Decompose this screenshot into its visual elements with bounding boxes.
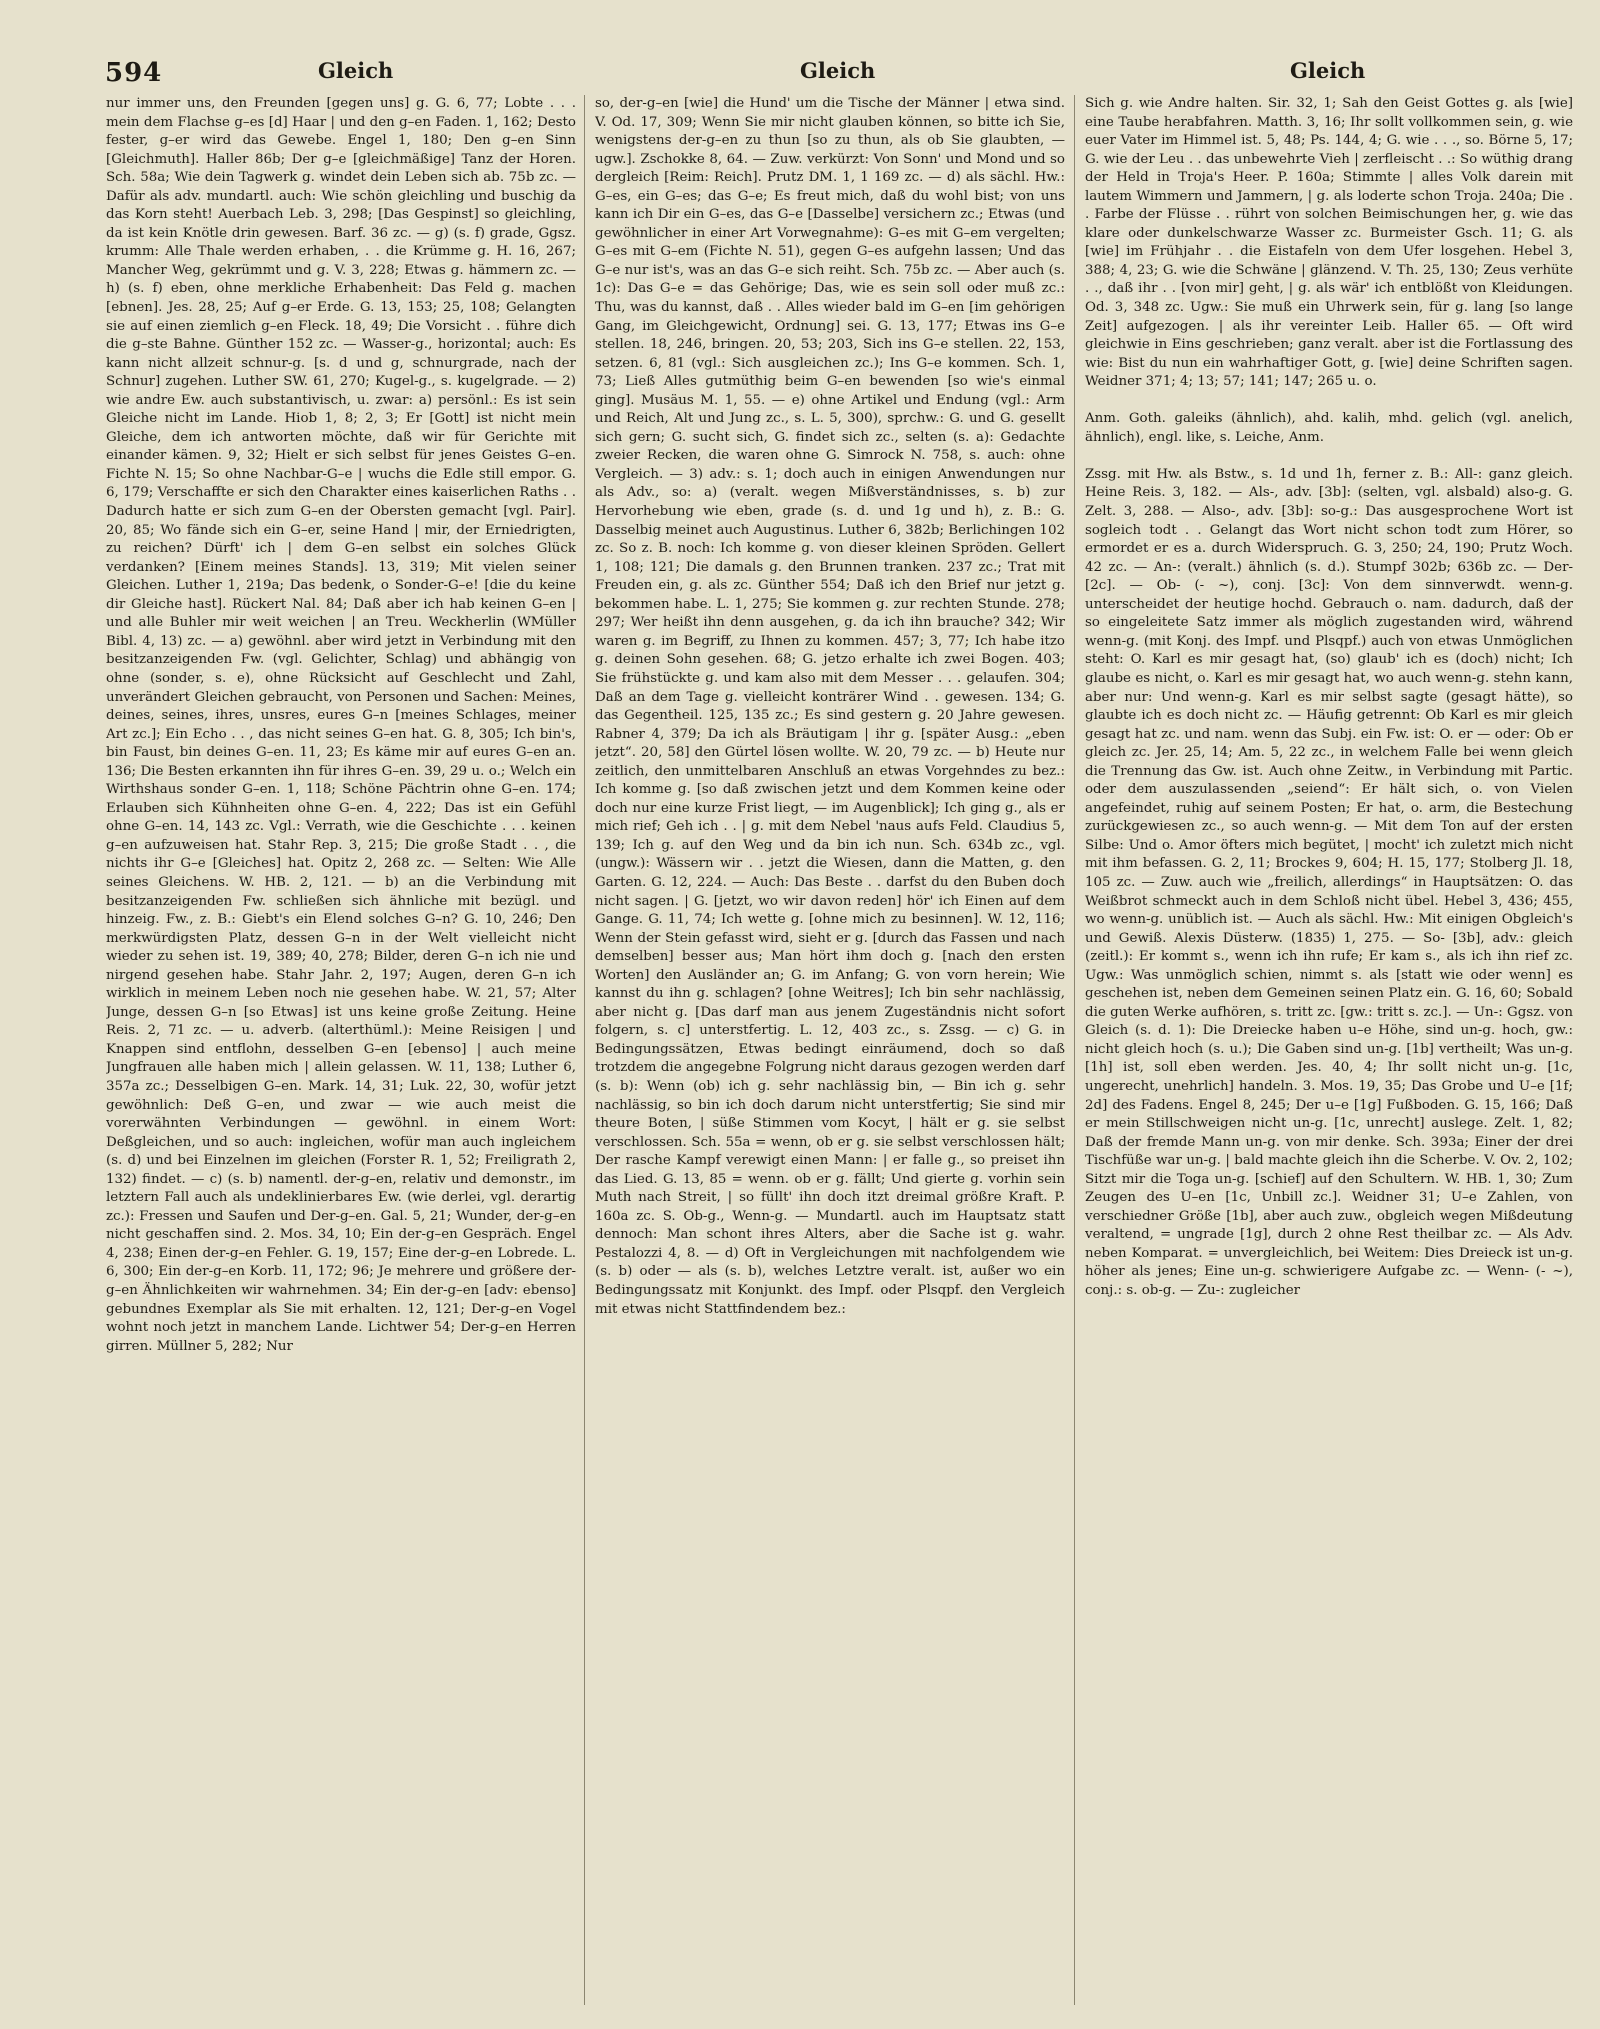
page-number: 594 [105, 58, 163, 88]
text-column-left [106, 95, 576, 2010]
text-column-right [1085, 95, 1573, 2010]
running-head-center: Gleich [800, 58, 876, 83]
column-text: so, der-g–en [wie] die Hund' um die Tische der Männer | etwa sind. V. Od. 17, 309; Wenn Sie mir nicht glauben können, so bitte ich Sie, wenigstens der-g–en zu thun [so zu thun, als ob Sie glaubten, — ugw.]. Zschokke 8, 64. — Zuw. verkürzt: Von Sonn' und Mond und so dergleich [Reim: Reich]. Prutz DM. 1, 1 169 zc. — d) als sächl. Hw.: G–es, ein G–es; das G–e; Es freut mich, daß du wohl bist; von uns kann ich Dir ein G–es, das G–e [Dasselbe] versichern zc.; Etwas (und gewöhnlicher in einer Art Vorwegnahme): G–es mit G–em vergelten; G–es mit G–em (Fichte N. 51), gegen G–es aufgehn lassen; Und das G–e nur ist's, was an das G–e sich reiht. Sch. 75b zc. — Aber auch (s. 1c): Das G–e = das Gehörige; Das, wie es sein soll oder muß zc.: Thu, was du kannst, daß . . Alles wieder bald im G–en [im gehörigen Gang, im Gleichgewicht, Ordnung] sei. G. 13, 177; Etwas ins G–e stellen. 18, 246, bringen. 20, 53; 203, Sich ins G–e stellen. 22, 153, setzen. 6, 81 (vgl.: Sich ausgleichen zc.); Ins G–e kommen. Sch. 1, 73; Ließ Alles gutmüthig beim G–en bewenden [so wie's einmal ging]. Musäus M. 1, 55. — e) ohne Artikel und Endung (vgl.: Arm und Reich, Alt und Jung zc., s. L. 5, 300), sprchw.: G. und G. gesellt sich gern; G. sucht sich, G. findet sich zc., selten (s. a): Gedachte zweier Recken, die waren ohne G. Simrock N. 758, s. auch: ohne Vergleich. — 3) adv.: s. 1; doch auch in einigen Anwendungen nur als Adv., so: a) (veralt. wegen Mißverständnisses, s. b) zur Hervorhebung wie eben, grade (s. d. und 1g und h), z. B.: G. Dasselbig meinet auch Augustinus. Luther 6, 382b; Berlichingen 102 zc. So z. B. noch: Ich komme g. von dieser kleinen Spröden. Gellert 1, 108; 121; Die damals g. den Brunnen tranken. 237 zc.; Trat mit Freuden ein, g. als zc. Günther 554; Daß ich den Brief nur jetzt g. bekommen habe. L. 1, 275; Sie kommen g. zur rechten Stunde. 278; 297; Wer heißt ihn denn ausgehen, g. da ich ihn brauche? 342; Wir waren g. im Begriff, zu Ihnen zu kommen. 457; 3, 77; Ich habe itzo g. deinen Sohn gesehen. 68; G. jetzo erhalte ich zwei Bogen. 403; Sie frühstückte g. und kam also mit dem Messer . . . gelaufen. 304; Daß an dem Tage g. vielleicht konträrer Wind . . gewesen. 134; G. das Gegentheil. 125, 135 zc.; Es sind gestern g. 20 Jahre gewesen. Rabner 4, 379; Da ich als Bräutigam | ihr g. [später Ausg.: „eben jetzt“. 20, 58] den Gürtel lösen wollte. W. 20, 79 zc. — b) Heute nur zeitlich, den unmittelbaren Anschluß an etwas Vorgehndes zu bez.: Ich komme g. [so daß zwischen jetzt und dem Kommen keine oder doch nur eine kurze Frist liegt, — im Augenblick]; Ich ging g., als er mich rief; Geh ich . . | g. mit dem Nebel 'naus aufs Feld. Claudius 5, 139; Ich g. auf den Weg und da bin ich nun. Sch. 634b zc., vgl. (ungw.): Wässern wir . . jetzt die Wiesen, dann die Matten, g. den Garten. G. 12, 224. — Auch: Das Beste . . darfst du den Buben doch nicht sagen. | G. [jetzt, wo wir davon reden] hör' ich Einen auf dem Gange. G. 11, 74; Ich wette g. [ohne mich zu besinnen]. W. 12, 116; Wenn der Stein gefasst wird, sieht er g. [durch das Fassen und nach demselben] besser aus; Man hört ihm doch g. [nach den ersten Worten] den Ausländer an; G. im Anfang; G. von vorn herein; Wie kannst du ihn g. schlagen? [ohne Weitres]; Ich bin sehr nachlässig, aber nicht g. [Das darf man aus jenem Zugeständnis nicht sofort folgern, s. c] unterstfertig. L. 12, 403 zc., s. Zssg. — c) G. in Bedingungssätzen, Etwas bedingt einräumend, doch so daß trotzdem die angegebne Folgrung nicht daraus gezogen werden darf (s. b): Wenn (ob) ich g. sehr nachlässig bin, — Bin ich g. sehr nachlässig, so bin ich doch darum nicht unterstfertig; Sie sind mir theure Boten, | süße Stimmen vom Kocyt, | hält er g. sie selbst verschlossen. Sch. 55a = wenn, ob er g. sie selbst verschlossen hält; Der rasche Kampf verewigt einen Mann: | er falle g., so preiset ihn das Lied. G. 13, 85 = wenn. ob er g. fällt; Und gierte g. vorhin sein Muth nach Streit, | so füllt' ihn doch itzt dreimal größre Kraft. P. 160a zc. S. Ob-g., Wenn-g. — Mundartl. auch im Hauptsatz statt dennoch: Man schont ihres Alters, aber die Sache ist g. wahr. Pestalozzi 4, 8. — d) Oft in Vergleichungen mit nachfolgendem wie (s. b) oder — als (s. b), welches Letztre veralt. ist, außer wo ein Bedingungssatz mit Konjunkt. des Impf. oder Plsqpf. den Vergleich mit etwas nicht Stattfindendem bez.: [595, 96, 1065, 1317]
running-head-right: Gleich [1290, 58, 1366, 83]
text-column-middle [595, 95, 1065, 2010]
column-divider [584, 95, 585, 2005]
column-text: Sich g. wie Andre halten. Sir. 32, 1; Sah den Geist Gottes g. als [wie] eine Taube herabfahren. Matth. 3, 16; Ihr sollt vollkommen sein, g. wie euer Vater im Himmel ist. 5, 48; Ps. 144, 4; G. wie . . ., so. Börne 5, 17; G. wie der Leu . . das unbewehrte Vieh | zerfleischt . .: So wüthig drang der Held in Troja's Heer. P. 160a; Stimmte | alles Volk darein mit lautem Wimmern und Jammern, | g. als loderte schon Troja. 240a; Die . . Farbe der Flüsse . . rührt von solchen Beimischungen her, g. wie das klare oder dunkelschwarze Wasser zc. Burmeister Gsch. 11; G. als [wie] im Frühjahr . . die Eistafeln von dem Ufer losgehen. Hebel 3, 388; 4, 23; G. wie die Schwäne | glänzend. V. Th. 25, 130; Zeus verhüte . ., daß ihr . . [von mir] geht, | g. als wär' ich entblößt von Kleidungen. Od. 3, 348 zc. Ugw.: Sie muß ein Uhrwerk sein, für g. lang [so lange Zeit] aufgezogen. | als ihr vereinter Leib. Haller 65. — Oft wird gleichwie in Eins geschrieben; ganz veralt. aber ist die Fortlassung des wie: Bist du nun ein wahrhaftiger Gott, g. [wie] deine Schriften sagen. Weidner 371; 4; 13; 57; 141; 147; 265 u. o. Anm. Goth. galeiks (ähnlich), ahd. kalih, mhd. gelich (vgl. anelich, ähnlich), engl. like, s. Leiche, Anm. Zssg. mit Hw. als Bstw., s. 1d und 1h, ferner z. B.: All-: ganz gleich. Heine Reis. 3, 182. — Als-, adv. [3b]: (selten, vgl. alsbald) also-g. G. Zelt. 3, 288. — Also-, adv. [3b]: so-g.: Das ausgesprochene Wort ist sogleich todt . . Gelangt das Wort nicht schon todt zum Hörer, so ermordet er es a. durch Widerspruch. G. 3, 250; 24, 190; Prutz Woch. 42 zc. — An-: (veralt.) ähnlich (s. d.). Stumpf 302b; 636b zc. — Der-[2c]. — Ob- (- ~), conj. [3c]: Von dem sinnverwdt. wenn-g. unterscheidet der heutige hochd. Gebrauch o. nam. dadurch, daß der so eingeleitete Satz immer als möglich zugestanden wird, während wenn-g. (mit Konj. des Impf. und Plsqpf.) auch von etwas Unmöglichen steht: O. Karl es mir gesagt hat, (so) glaub' ich es (doch) nicht; Ich glaube es nicht, o. Karl es mir gesagt hat, wo auch wenn-g. stehn kann, aber nur: Und wenn-g. Karl es mir selbst sagte (gesagt hätte), so glaubte ich es doch nicht zc. — Häufig getrennt: Ob Karl es mir gleich gesagt hat zc. und nam. wenn das Subj. ein Fw. ist: O. er — oder: Ob er gleich zc. Jer. 25, 14; Am. 5, 22 zc., in welchem Falle bei wenn gleich die Trennung das Gw. ist. Auch ohne Zeitw., in Verbindung mit Partic. oder dem auszulassenden „seiend“: Er hält sich, o. von Vielen angefeindet, ruhig auf seinem Posten; Er hat, o. arm, die Bestechung zurückgewiesen zc., so auch wenn-g. — Mit dem Ton auf der ersten Silbe: Und o. Amor öfters mich begütet, | mocht' ich zuletzt mich nicht mit ihm befassen. G. 2, 11; Brockes 9, 604; H. 15, 177; Stolberg Jl. 18, 105 zc. — Zuw. auch wie „freilich, allerdings“ in Hauptsätzen: O. das Weißbrot schmeckt auch in dem Schloß nicht übel. Hebel 3, 436; 455, wo wenn-g. unüblich ist. — Auch als sächl. Hw.: Mit einigen Obgleich's und Gewiß. Alexis Düsterw. (1835) 1, 275. — So- [3b], adv.: gleich (zeitl.): Er kommt s., wenn ich ihn rufe; Er kam s., als ich ihn rief zc. Ugw.: Was unmöglich schien, nimmt s. als [statt wie oder wenn] es geschehen ist, neben dem Gemeinen seinen Platz ein. G. 16, 60; Sobald die guten Werke aufhören, s. tritt zc. [gw.: tritt s. zc.]. — Un-: Ggsz. von Gleich (s. d. 1): Die Dreiecke haben u–e Höhe, sind un-g. hoch, gw.: nicht gleich hoch (s. u.); Die Gaben sind un-g. [1b] vertheilt; Was un-g. [1h] ist, soll eben werden. Jes. 40, 4; Ihr sollt nicht un-g. [1c, ungerecht, unehrlich] handeln. 3. Mos. 19, 35; Das Grobe und U–e [1f; 2d] des Fadens. Engel 8, 245; Der u–e [1g] Fußboden. G. 15, 166; Daß er mein Stillschweigen nicht un-g. [1c, unrecht] auslege. Zelt. 1, 82; Daß der fremde Mann un-g. von mir denke. Sch. 393a; Einer der drei Tischfüße war un-g. | bald machte gleich ihn die Scherbe. V. Ov. 2, 102; Sitzt mir die Toga un-g. [schief] auf den Schultern. W. HB. 1, 30; Zum Zeugen des U–en [1c, Unbill zc.]. Weidner 31; U–e Zahlen, von verschiedner Größe [1b], aber auch zuw., obgleich wegen Mißdeutung veraltend, = ungrade [1g], durch 2 ohne Rest theilbar zc. — Als Adv. neben Komparat. = unvergleichlich, bei Weitem: Dies Dreieck ist un-g. höher als jenes; Eine un-g. schwierigere Aufgabe zc. — Wenn- (- ~), conj.: s. ob-g. — Zu-: zugleicher [1085, 96, 1573, 1298]
column-text: nur immer uns, den Freunden [gegen uns] g. G. 6, 77; Lobte . . . mein dem Flachse g–es [d] Haar | und den g–en Faden. 1, 162; Desto fester, g–er wird das Gewebe. Engel 1, 180; Den g–en Sinn [Gleichmuth]. Haller 86b; Der g–e [gleichmäßige] Tanz der Horen. Sch. 58a; Wie dein Tagwerk g. windet dein Leben sich ab. 75b zc. — Dafür als adv. mundartl. auch: Wie schön gleichling und buschig da das Korn steht! Auerbach Leb. 3, 298; [Das Gespinst] so gleichling, da ist kein Knötle drin gewesen. Barf. 36 zc. — g) (s. f) grade, Ggsz. krumm: Alle Thale werden erhaben, . . die Krümme g. H. 16, 267; Mancher Weg, gekrümmt und g. V. 3, 228; Etwas g. hämmern zc. — h) (s. f) eben, ohne merkliche Erhabenheit: Das Feld g. machen [ebnen]. Jes. 28, 25; Auf g–er Erde. G. 13, 153; 25, 108; Gelangten sie auf einen ziemlich g–en Fleck. 18, 49; Die Vorsicht . . führe dich die g–ste Bahne. Günther 152 zc. — Wasser-g., horizontal; auch: Es kann nicht allzeit schnur-g. [s. d und g, schnurgrade, nach der Schnur] zugehen. Luther SW. 61, 270; Kugel-g., s. kugelgrade. — 2) wie andre Ew. auch substantivisch, u. zwar: a) persönl.: Es ist sein Gleiche nicht im Lande. Hiob 1, 8; 2, 3; Er [Gott] ist nicht mein Gleiche, dem ich antworten möchte, daß wir für Gerichte mit einander kämen. 9, 32; Hielt er sich selbst für jenes Geistes G–en. Fichte N. 15; So ohne Nachbar-G–e | wuchs die Edle still empor. G. 6, 179; Verschaffte er sich den Charakter eines kaiserlichen Raths . . Dadurch hatte er sich zum G–en der Obersten gemacht [vgl. Pair]. 20, 85; Wo fände sich ein G–er, seine Hand | mir, der Erniedrigten, zu reichen? Dürft' ich | dem G–en selbst ein solches Glück verdanken? [Einem meines Stands]. 13, 319; Mit vielen seiner Gleichen. Luther 1, 219a; Das bedenk, o Sonder-G–e! [die du keine dir Gleiche hast]. Rückert Nal. 84; Daß aber ich hab keinen G–en | und alle Buhler mir weit weichen | an Treu. Weckherlin (WMüller Bibl. 4, 13) zc. — a) gewöhnl. aber wird jetzt in Verbindung mit den besitzanzeigenden Fw. (vgl. Gelichter, Schlag) und abhängig von ohne (sonder, s. e), ohne Rücksicht auf Geschlecht und Zahl, unverändert Gleichen gebraucht, von Personen und Sachen: Meines, deines, seines, ihres, unsres, eures G–n [meines Schlages, meiner Art zc.]; Ein Echo . . , das nicht seines G–en hat. G. 8, 305; Ich bin's, bin Faust, bin deines G–en. 11, 23; Es käme mir auf eures G–en an. 136; Die Besten erkannten ihn für ihres G–en. 39, 29 u. o.; Welch ein Wirthshaus sonder G–en. 1, 118; Schöne Pächtrin ohne G–en. 174; Erlauben sich Kühnheiten ohne G–en. 4, 222; Das ist ein Gefühl ohne G–en. 14, 143 zc. Vgl.: Verrath, wie die Geschichte . . . keinen g–en aufzuweisen hat. Stahr Rep. 3, 215; Die große Stadt . . , die nichts ihr G–e [Gleiches] hat. Opitz 2, 268 zc. — Selten: Wie Alle seines Gleichens. W. HB. 2, 121. — b) an die Verbindung mit besitzanzeigenden Fw. schließen sich ähnliche mit bezügl. und hinzeig. Fw., z. B.: Giebt's ein Elend solches G–n? G. 10, 246; Den merkwürdigsten Platz, dessen G–n in der Welt vielleicht nicht wieder zu sehen ist. 19, 389; 40, 278; Bilder, deren G–n ich nie und nirgend gesehen habe. Stahr Jahr. 2, 197; Augen, deren G–n ich wirklich in meinem Leben noch nie gesehen habe. W. 21, 57; Alter Junge, dessen G–n [so Etwas] ist uns keine große Zeitung. Heine Reis. 2, 71 zc. — u. adverb. (alterthüml.): Meine Reisigen | und Knappen sind entflohn, desselben G–en [ebenso] | auch meine Jungfrauen alle haben mich | allein gelassen. W. 11, 138; Luther 6, 357a zc.; Desselbigen G–en. Mark. 14, 31; Luk. 22, 30, wofür jetzt gewöhnlich: Deß G–en, und zwar — wie auch meist die vorerwähnten Verbindungen — gewöhnl. in einem Wort: Deßgleichen, und so auch: ingleichen, wofür man auch ingleichem (s. d) und bei Einzelnen im gleichen (Forster R. 1, 52; Freiligrath 2, 132) findet. — c) (s. b) namentl. der-g–en, relativ und demonstr., im letztern Fall auch als undeklinierbares Ew. (wie derlei, vgl. derartig zc.): Fressen und Saufen und Der-g–en. Gal. 5, 21; Wunder, der-g–en nicht geschaffen sind. 2. Mos. 34, 10; Ein der-g–en Gespräch. Engel 4, 238; Einen der-g–en Fehler. G. 19, 157; Eine der-g–en Lobrede. L. 6, 300; Ein der-g–en Korb. 11, 172; 96; Je mehrere und größere der-g–en Ähnlichkeiten wir wahrnehmen. 34; Ein der-g–en [adv: ebenso] gebundnes Exemplar als Sie mit erhalten. 12, 121; Der-g–en Vogel wohnt noch jetzt in manchem Lande. Lichtwer 54; Der-g–en Herren girren. Müllner 5, 282; Nur [106, 96, 576, 1354]
column-divider [1074, 95, 1075, 2005]
running-head-left: Gleich [318, 58, 394, 83]
